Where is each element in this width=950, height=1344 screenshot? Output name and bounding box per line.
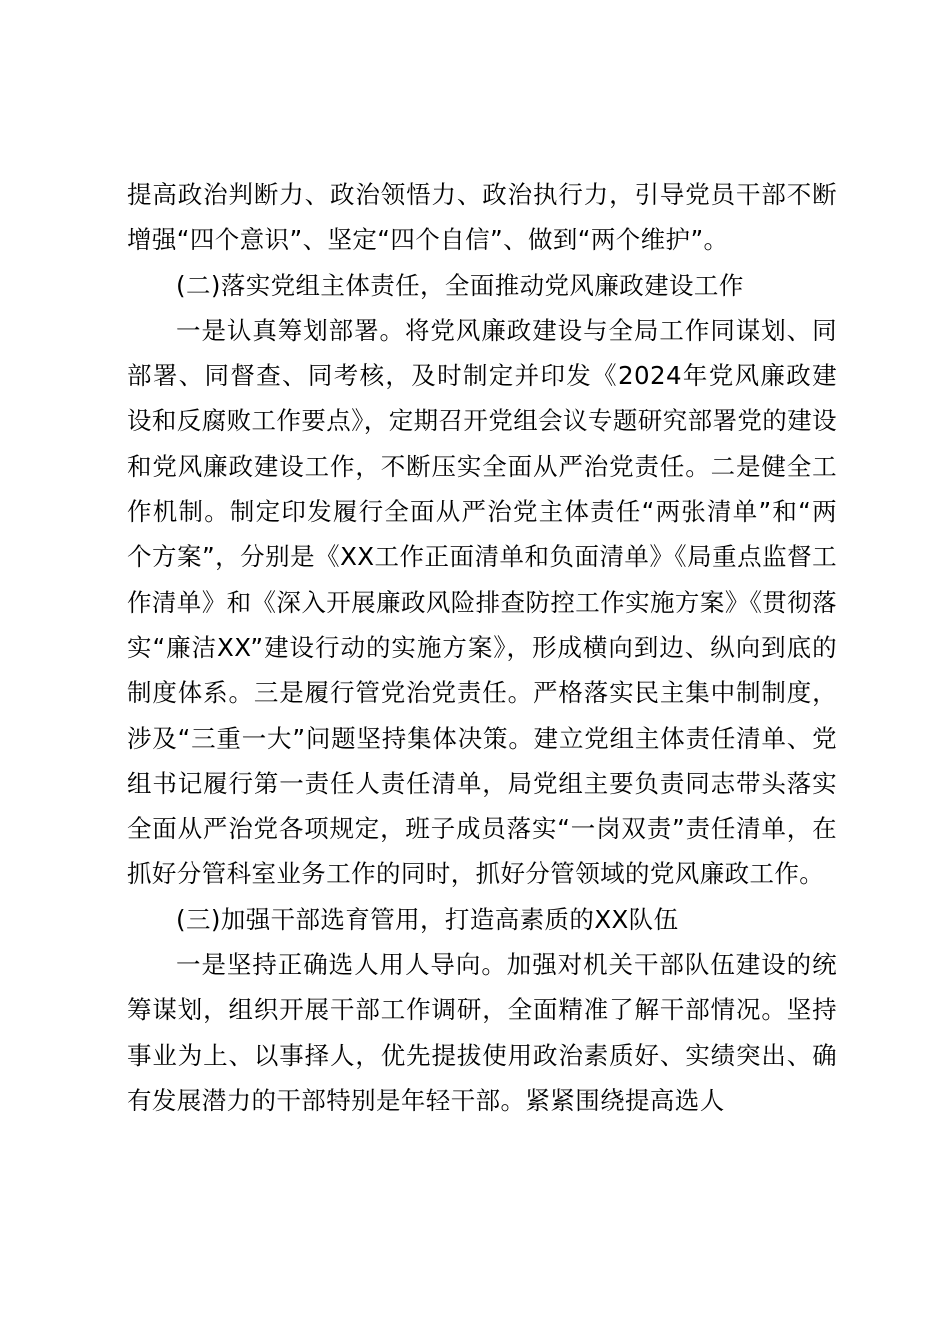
paragraph-section-2: 一是认真筹划部署。将党风廉政建设与全局工作同谋划、同部署、同督查、同考核，及时制定并印发《2024年党风廉政建设和反腐败工作要点》，定期召开党组会议专题研究部署党的建设和党风廉政建设工作，不断压实全面从严治党责任。二是健全工作机制。制定印发履行全面从严治党主体责任“两张清单”和“两个方案”，分别是《XX工作正面清单和负面清单》《局重点监督工作清单》和《深入开展廉政风险排查防控工作实施方案》《贯彻落实“廉洁XX”建设行动的实施方案》，形成横向到边、纵向到底的制度体系。三是履行管党治党责任。严格落实民主集中制制度，涉及“三重一大”问题坚持集体决策。建立党组主体责任清单、党组书记履行第一责任人责任清单，局党组主要负责同志带头落实全面从严治党各项规定，班子成员落实“一岗双责”责任清单，在抓好分管科室业务工作的同时，抓好分管领域的党风廉政工作。 bbox=[127, 315, 837, 889]
paragraph-continuation: 提高政治判断力、政治领悟力、政治执行力，引导党员干部不断增强“四个意识”、坚定“四个自信”、做到“两个维护”。 bbox=[127, 180, 837, 255]
document-body bbox=[127, 172, 837, 1123]
section-heading-3: (三)加强干部选育管用，打造高素质的XX队伍 bbox=[176, 904, 679, 934]
section-heading-2: (二)落实党组主体责任，全面推动党风廉政建设工作 bbox=[176, 270, 744, 300]
paragraph-section-3: 一是坚持正确选人用人导向。加强对机关干部队伍建设的统筹谋划，组织开展干部工作调研，全面精准了解干部情况。坚持事业为上、以事择人，优先提拔使用政治素质好、实绩突出、确有发展潜力的干部特别是年轻干部。紧紧围绕提高选人 bbox=[127, 950, 837, 1115]
